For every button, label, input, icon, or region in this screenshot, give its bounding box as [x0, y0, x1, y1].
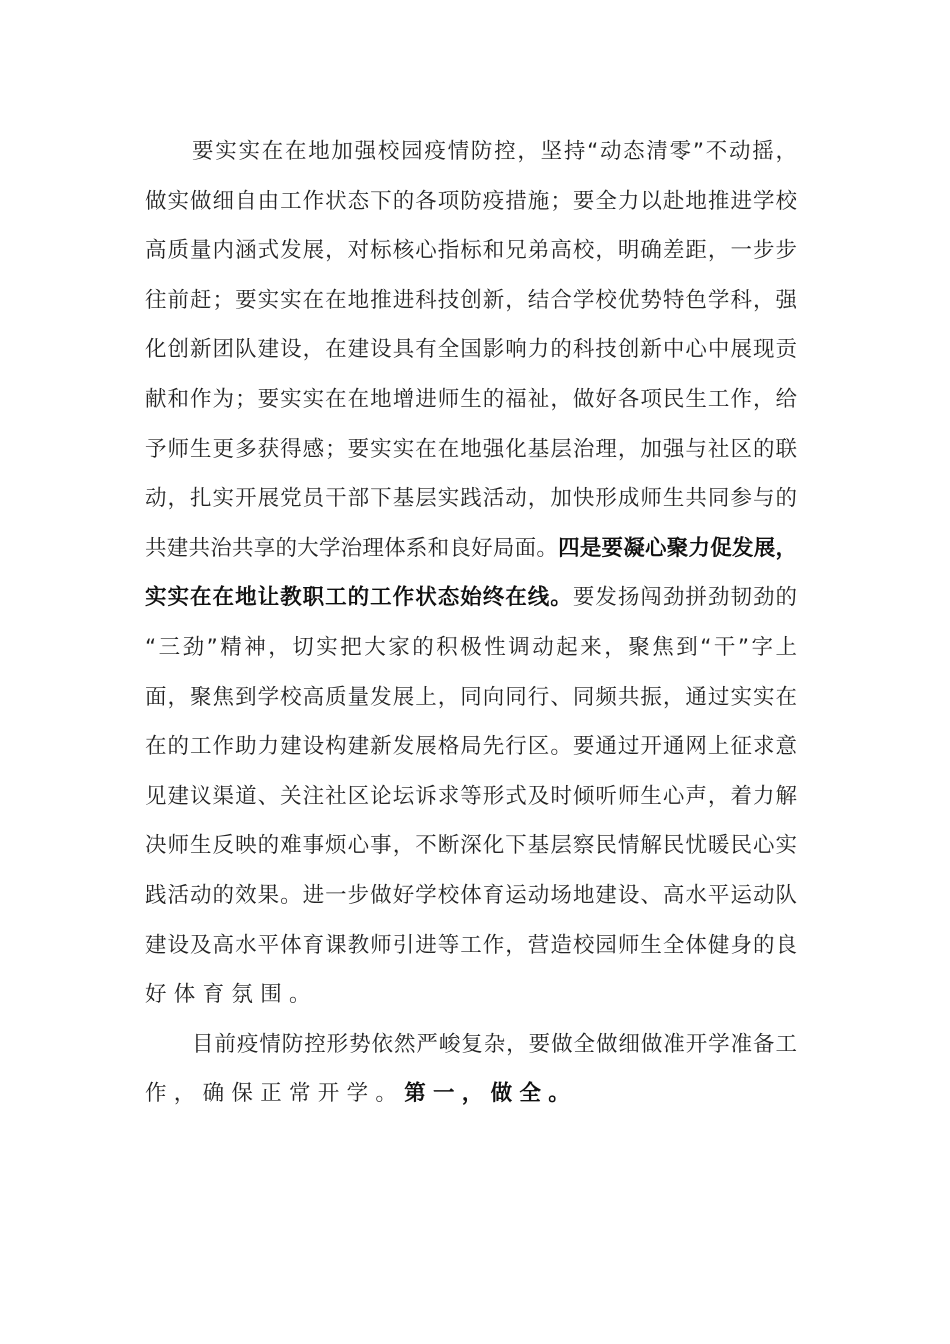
bold-text: 四是要凝心聚力促发展，	[558, 535, 797, 561]
body-text: 践活动的效果。进一步做好学校体育运动场地建设、高水平运动队	[145, 882, 797, 908]
text-line	[145, 285, 797, 335]
body-text: 要实实在在地加强校园疫情防控，坚持“动态清零”不动摇，	[192, 139, 797, 164]
body-text: 作，确保正常开学。	[145, 1081, 405, 1107]
text-line	[145, 632, 797, 682]
text-line	[145, 186, 797, 236]
body-text: 动，扎实开展党员干部下基层实践活动，加快形成师生共同参与的	[145, 486, 797, 512]
text-line	[145, 582, 797, 632]
text-line	[145, 1078, 797, 1128]
text-line	[145, 682, 797, 732]
body-text: 在的工作助力建设构建新发展格局先行区。要通过开通网上征求意	[145, 734, 797, 760]
body-text: 决师生反映的难事烦心事，不断深化下基层察民情解民忧暖民心实	[145, 833, 797, 859]
text-line	[145, 930, 797, 980]
text-line	[145, 334, 797, 384]
body-text: 化创新团队建设，在建设具有全国影响力的科技创新中心中展现贡	[145, 337, 797, 363]
body-text: 要发扬闯劲拼劲韧劲的	[572, 585, 797, 611]
body-text: 献和作为；要实实在在地增进师生的福祉，做好各项民生工作，给	[145, 386, 797, 412]
body-text: “三劲”精神，切实把大家的积极性调动起来，聚焦到“干”字上	[145, 634, 797, 660]
text-line	[145, 434, 797, 484]
body-text: 往前赶；要实实在在地推进科技创新，结合学校优势特色学科，强	[145, 287, 797, 313]
text-line	[145, 830, 797, 880]
paragraph	[145, 136, 797, 1029]
body-text: 见建议渠道、关注社区论坛诉求等形式及时倾听师生心声，着力解	[145, 783, 797, 809]
body-text: 予师生更多获得感；要实实在在地强化基层治理，加强与社区的联	[145, 436, 797, 462]
body-text: 做实做细自由工作状态下的各项防疫措施；要全力以赴地推进学校	[145, 188, 797, 214]
text-line	[145, 1029, 797, 1079]
text-line	[145, 880, 797, 930]
text-line	[145, 979, 797, 1029]
text-line	[145, 384, 797, 434]
body-text: 好体育氛围。	[145, 982, 318, 1008]
text-line	[145, 731, 797, 781]
text-line	[145, 483, 797, 533]
body-text: 共建共治共享的大学治理体系和良好局面。	[145, 535, 559, 561]
text-line	[145, 533, 797, 583]
body-text: 建设及高水平体育课教师引进等工作，营造校园师生全体健身的良	[145, 932, 797, 958]
text-line	[145, 136, 797, 186]
body-text: 面，聚焦到学校高质量发展上，同向同行、同频共振，通过实实在	[145, 684, 797, 710]
paragraph	[145, 1029, 797, 1128]
bold-text: 第一，做全。	[404, 1081, 578, 1107]
body-text: 高质量内涵式发展，对标核心指标和兄弟高校，明确差距，一步步	[145, 238, 797, 264]
document-body	[145, 136, 797, 1128]
text-line	[145, 235, 797, 285]
bold-text: 实实在在地让教职工的工作状态始终在线。	[145, 585, 573, 611]
text-line	[145, 781, 797, 831]
body-text: 目前疫情防控形势依然严峻复杂，要做全做细做准开学准备工	[192, 1031, 797, 1057]
